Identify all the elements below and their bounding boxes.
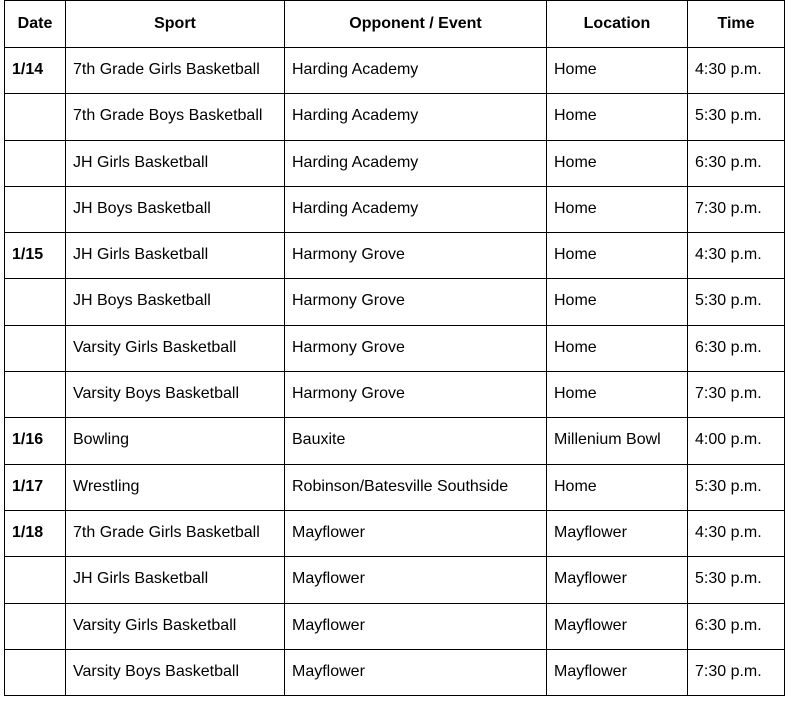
location-cell: Home: [547, 48, 688, 94]
location-cell: Home: [547, 140, 688, 186]
opponent-cell: Robinson/Batesville Southside: [285, 464, 547, 510]
header-location: Location: [547, 1, 688, 48]
table-row: [5, 325, 785, 371]
time-cell: 6:30 p.m.: [688, 603, 785, 649]
table-row: [5, 140, 785, 186]
sport-cell: 7th Grade Girls Basketball: [66, 48, 285, 94]
sport-cell: 7th Grade Girls Basketball: [66, 510, 285, 556]
header-sport: Sport: [66, 1, 285, 48]
opponent-cell: Bauxite: [285, 418, 547, 464]
opponent-cell: Harmony Grove: [285, 233, 547, 279]
date-cell: [5, 94, 66, 140]
date-cell: 1/18: [5, 510, 66, 556]
table-row: [5, 233, 785, 279]
table-row: [5, 649, 785, 695]
location-cell: Millenium Bowl: [547, 418, 688, 464]
header-time: Time: [688, 1, 785, 48]
time-cell: 5:30 p.m.: [688, 464, 785, 510]
table-row: [5, 557, 785, 603]
time-cell: 4:30 p.m.: [688, 48, 785, 94]
date-cell: [5, 649, 66, 695]
opponent-cell: Harding Academy: [285, 94, 547, 140]
opponent-cell: Harmony Grove: [285, 325, 547, 371]
table-row: [5, 464, 785, 510]
table-row: [5, 418, 785, 464]
opponent-cell: Harmony Grove: [285, 372, 547, 418]
table-row: [5, 603, 785, 649]
location-cell: Home: [547, 464, 688, 510]
opponent-cell: Mayflower: [285, 510, 547, 556]
location-cell: Home: [547, 325, 688, 371]
opponent-cell: Harmony Grove: [285, 279, 547, 325]
sport-cell: 7th Grade Boys Basketball: [66, 94, 285, 140]
table-row: [5, 186, 785, 232]
table-row: [5, 372, 785, 418]
location-cell: Home: [547, 233, 688, 279]
sport-cell: JH Girls Basketball: [66, 557, 285, 603]
date-cell: [5, 279, 66, 325]
sport-cell: Varsity Boys Basketball: [66, 649, 285, 695]
time-cell: 4:30 p.m.: [688, 510, 785, 556]
time-cell: 5:30 p.m.: [688, 557, 785, 603]
sport-cell: Bowling: [66, 418, 285, 464]
table-row: [5, 48, 785, 94]
time-cell: 7:30 p.m.: [688, 186, 785, 232]
time-cell: 7:30 p.m.: [688, 372, 785, 418]
date-cell: [5, 372, 66, 418]
sport-cell: Varsity Girls Basketball: [66, 603, 285, 649]
opponent-cell: Mayflower: [285, 649, 547, 695]
sport-cell: Varsity Girls Basketball: [66, 325, 285, 371]
location-cell: Mayflower: [547, 649, 688, 695]
time-cell: 5:30 p.m.: [688, 279, 785, 325]
location-cell: Home: [547, 94, 688, 140]
sport-cell: JH Girls Basketball: [66, 140, 285, 186]
sport-cell: JH Girls Basketball: [66, 233, 285, 279]
time-cell: 4:30 p.m.: [688, 233, 785, 279]
table-row: [5, 279, 785, 325]
location-cell: Mayflower: [547, 557, 688, 603]
sport-cell: JH Boys Basketball: [66, 186, 285, 232]
date-cell: [5, 325, 66, 371]
location-cell: Home: [547, 186, 688, 232]
schedule-body: [5, 48, 785, 696]
table-row: [5, 510, 785, 556]
table-row: [5, 94, 785, 140]
time-cell: 7:30 p.m.: [688, 649, 785, 695]
location-cell: Mayflower: [547, 603, 688, 649]
sport-cell: Wrestling: [66, 464, 285, 510]
location-cell: Home: [547, 279, 688, 325]
date-cell: 1/15: [5, 233, 66, 279]
date-cell: 1/17: [5, 464, 66, 510]
header-row: [5, 1, 785, 48]
header-date: Date: [5, 1, 66, 48]
time-cell: 4:00 p.m.: [688, 418, 785, 464]
time-cell: 6:30 p.m.: [688, 325, 785, 371]
date-cell: 1/14: [5, 48, 66, 94]
date-cell: [5, 186, 66, 232]
date-cell: 1/16: [5, 418, 66, 464]
location-cell: Home: [547, 372, 688, 418]
opponent-cell: Mayflower: [285, 603, 547, 649]
location-cell: Mayflower: [547, 510, 688, 556]
opponent-cell: Harding Academy: [285, 140, 547, 186]
opponent-cell: Harding Academy: [285, 186, 547, 232]
sport-cell: Varsity Boys Basketball: [66, 372, 285, 418]
header-opponent: Opponent / Event: [285, 1, 547, 48]
time-cell: 6:30 p.m.: [688, 140, 785, 186]
date-cell: [5, 557, 66, 603]
athletics-schedule-table: [4, 0, 785, 696]
date-cell: [5, 140, 66, 186]
time-cell: 5:30 p.m.: [688, 94, 785, 140]
opponent-cell: Mayflower: [285, 557, 547, 603]
opponent-cell: Harding Academy: [285, 48, 547, 94]
date-cell: [5, 603, 66, 649]
sport-cell: JH Boys Basketball: [66, 279, 285, 325]
schedule-sheet: [4, 0, 796, 710]
